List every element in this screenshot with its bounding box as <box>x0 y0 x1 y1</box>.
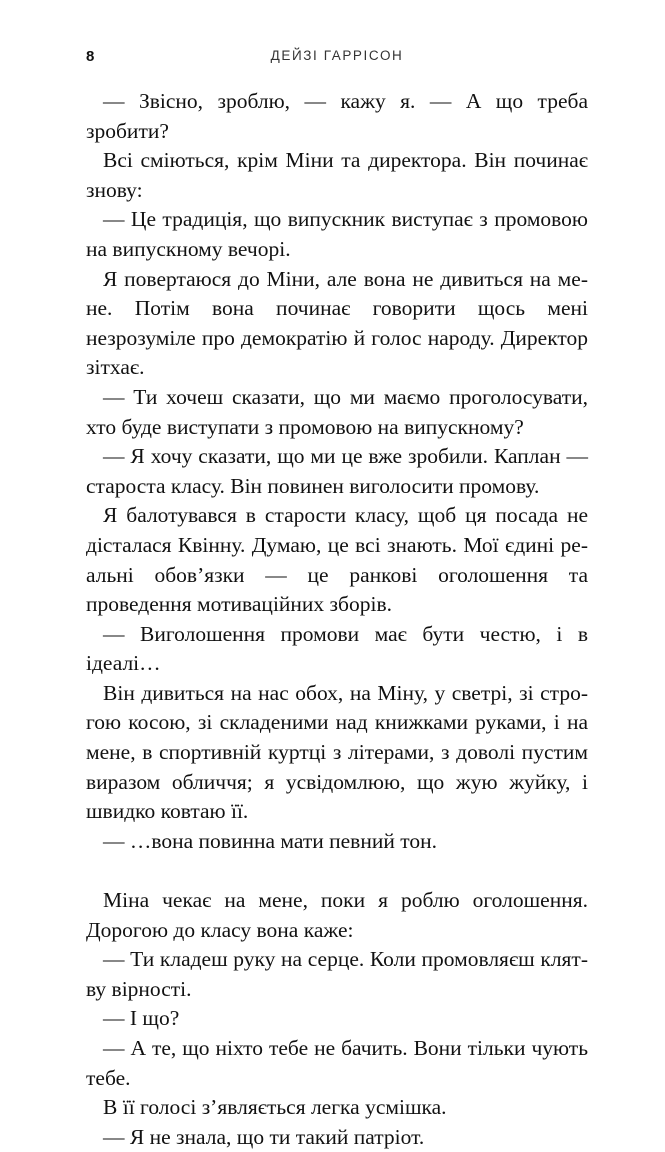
paragraph: — І що? <box>103 1006 180 1031</box>
body-text <box>86 87 588 1152</box>
paragraph: — Звісно, зроблю, — кажу я. — А що треба зробити? <box>86 89 588 143</box>
paragraph: — Ти кладеш руку на серце. Коли промовляєш клятву вірності. <box>86 947 588 1001</box>
paragraph: Міна чекає на мене, поки я роблю оголошення. Дорогою до класу вона каже: <box>86 888 588 942</box>
paragraph: — Виголошення промови має бути честю, і в ідеалі… <box>86 621 588 676</box>
page-number: 8 <box>86 48 95 65</box>
paragraph: Він дивиться на нас обох, на Міну, у светрі, зі строгою косою, зі складеними над книжками руками, і на мене, в спортивній куртці з літерами, з доволі пустим виразом обличчя; я усвідомлюю, що жую жуйку, і швидко ковтаю її. <box>86 680 588 824</box>
paragraph: В її голосі з’являється легка усмішка. <box>103 1095 447 1120</box>
paragraph: Я повертаюся до Міни, але вона не дивиться на мене. Потім вона починає говорити щось мені незрозуміле про демократію й голос народу. Директор зітхає. <box>86 266 588 380</box>
paragraph: — …вона повинна мати певний тон. <box>103 828 437 853</box>
paragraph: Я балотувався в старости класу, щоб ця посада не дісталася Квінну. Думаю, це всі знають. Мої єдині реальні обов’язки — це ранкові оголошення та проведення мотиваційних зборів. <box>86 503 588 617</box>
paragraph: — Я хочу сказати, що ми це вже зробили. Каплан — староста класу. Він повинен виголосити промову. <box>86 444 588 498</box>
running-head <box>86 48 588 72</box>
paragraph: — А те, що ніхто тебе не бачить. Вони тільки чують тебе. <box>86 1036 588 1090</box>
section-break <box>86 856 588 886</box>
paragraph: — Ти хочеш сказати, що ми маємо проголосувати, хто буде виступати з промовою на випускному? <box>86 384 588 439</box>
paragraph: — Це традиція, що випускник виступає з промовою на випускному вечорі. <box>86 207 588 261</box>
paragraph: — Я не знала, що ти такий патріот. <box>103 1124 425 1149</box>
paragraph: Всі сміються, крім Міни та директора. Він починає знову: <box>86 148 588 202</box>
running-head-author: ДЕЙЗІ ГАРРІСОН <box>270 48 404 63</box>
